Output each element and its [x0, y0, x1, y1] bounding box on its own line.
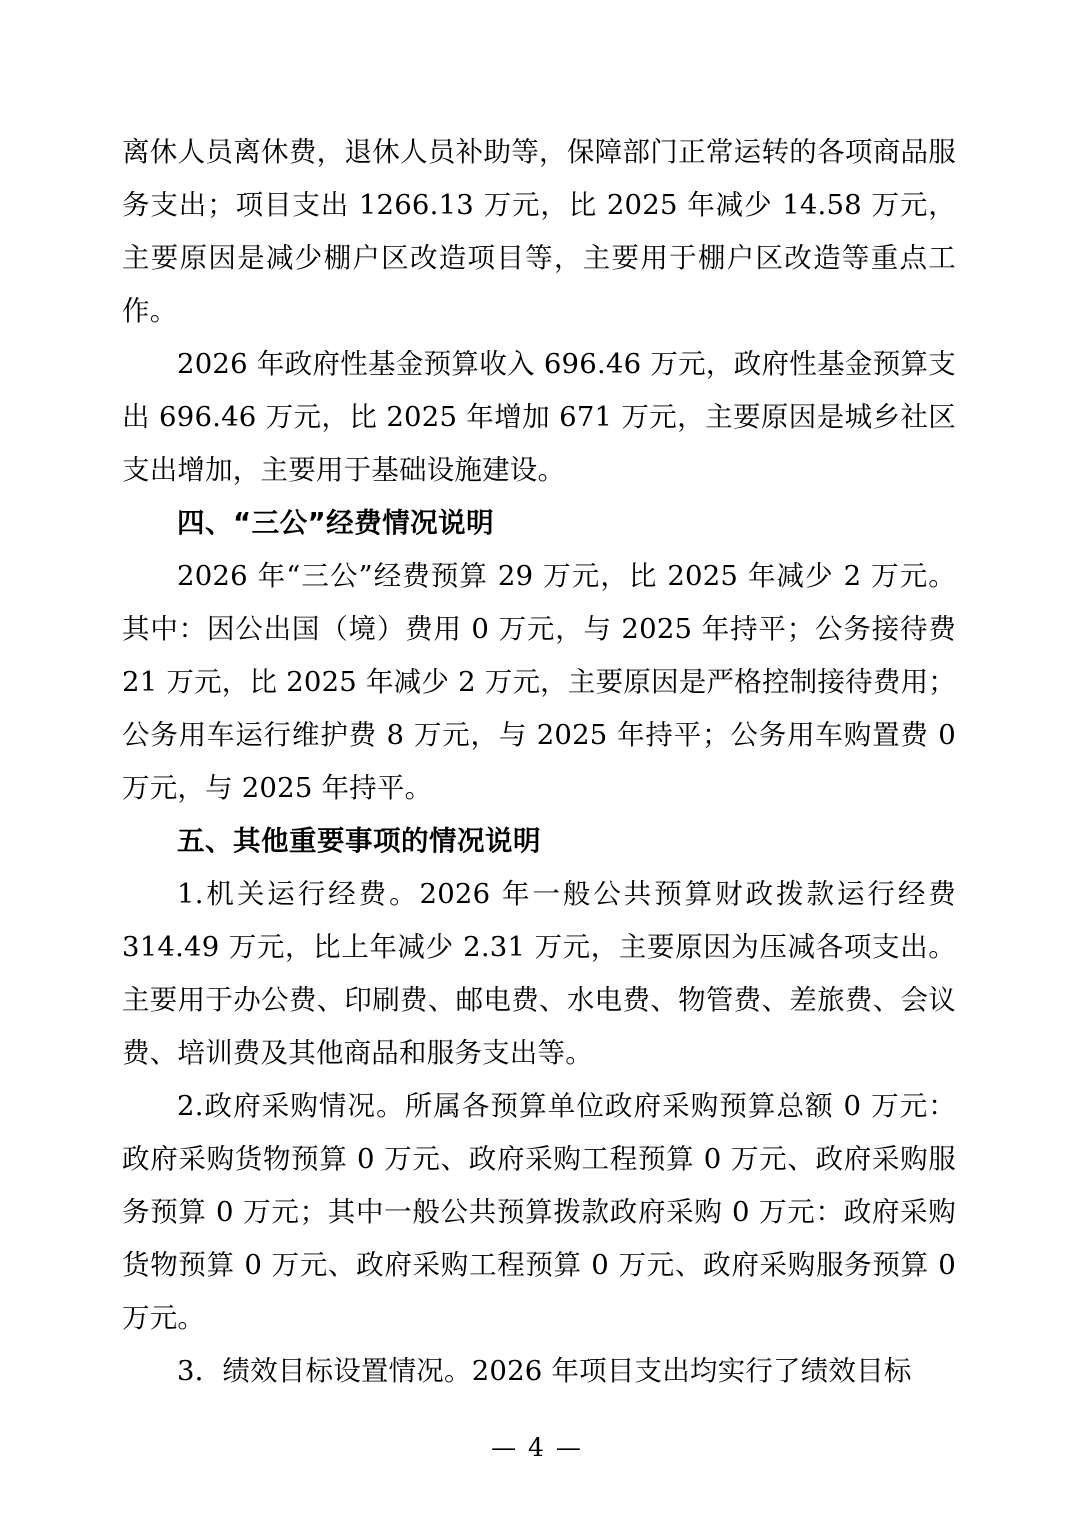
paragraph-government-fund-budget: 2026 年政府性基金预算收入 696.46 万元，政府性基金预算支出 696.46 万元，比 2025 年增加 671 万元，主要原因是城乡社区支出增加，主要用于基础设施建设。 — [122, 348, 956, 486]
paragraph-continuation: 离休人员离休费，退休人员补助等，保障部门正常运转的各项商品服务支出；项目支出 1266.13 万元，比 2025 年减少 14.58 万元，主要原因是减少棚户区改造项目等，主要用于棚户区改造等重点工作。 — [122, 136, 956, 327]
paragraph-three-gong-expenses: 2026 年“三公”经费预算 29 万元，比 2025 年减少 2 万元。其中：因公出国（境）费用 0 万元，与 2025 年持平；公务接待费 21 万元，比 2025 年减少 2 万元，主要原因是严格控制接待费用；公务用车运行维护费 8 万元，与 2025 年持平；公务用车购置费 0 万元，与 2025 年持平。 — [122, 560, 956, 804]
page-number: — 4 — — [491, 1433, 583, 1462]
section-heading-four: 四、“三公”经费情况说明 — [177, 507, 495, 539]
paragraph-item-government-procurement: 2.政府采购情况。所属各预算单位政府采购预算总额 0 万元：政府采购货物预算 0 万元、政府采购工程预算 0 万元、政府采购服务预算 0 万元；其中一般公共预算拨款政府采购 0 万元：政府采购货物预算 0 万元、政府采购工程预算 0 万元、政府采购服务预算 0 万元。 — [122, 1090, 956, 1334]
paragraph-item-performance-targets: 3．绩效目标设置情况。2026 年项目支出均实行了绩效目标 — [177, 1355, 912, 1387]
section-heading-five: 五、其他重要事项的情况说明 — [177, 825, 541, 857]
document-body — [122, 126, 956, 1398]
page-footer — [0, 1433, 1074, 1462]
paragraph-item-operating-expenses: 1.机关运行经费。2026 年一般公共预算财政拨款运行经费 314.49 万元，比上年减少 2.31 万元，主要原因为压减各项支出。主要用于办公费、印刷费、邮电费、水电费、物管费、差旅费、会议费、培训费及其他商品和服务支出等。 — [122, 878, 956, 1069]
